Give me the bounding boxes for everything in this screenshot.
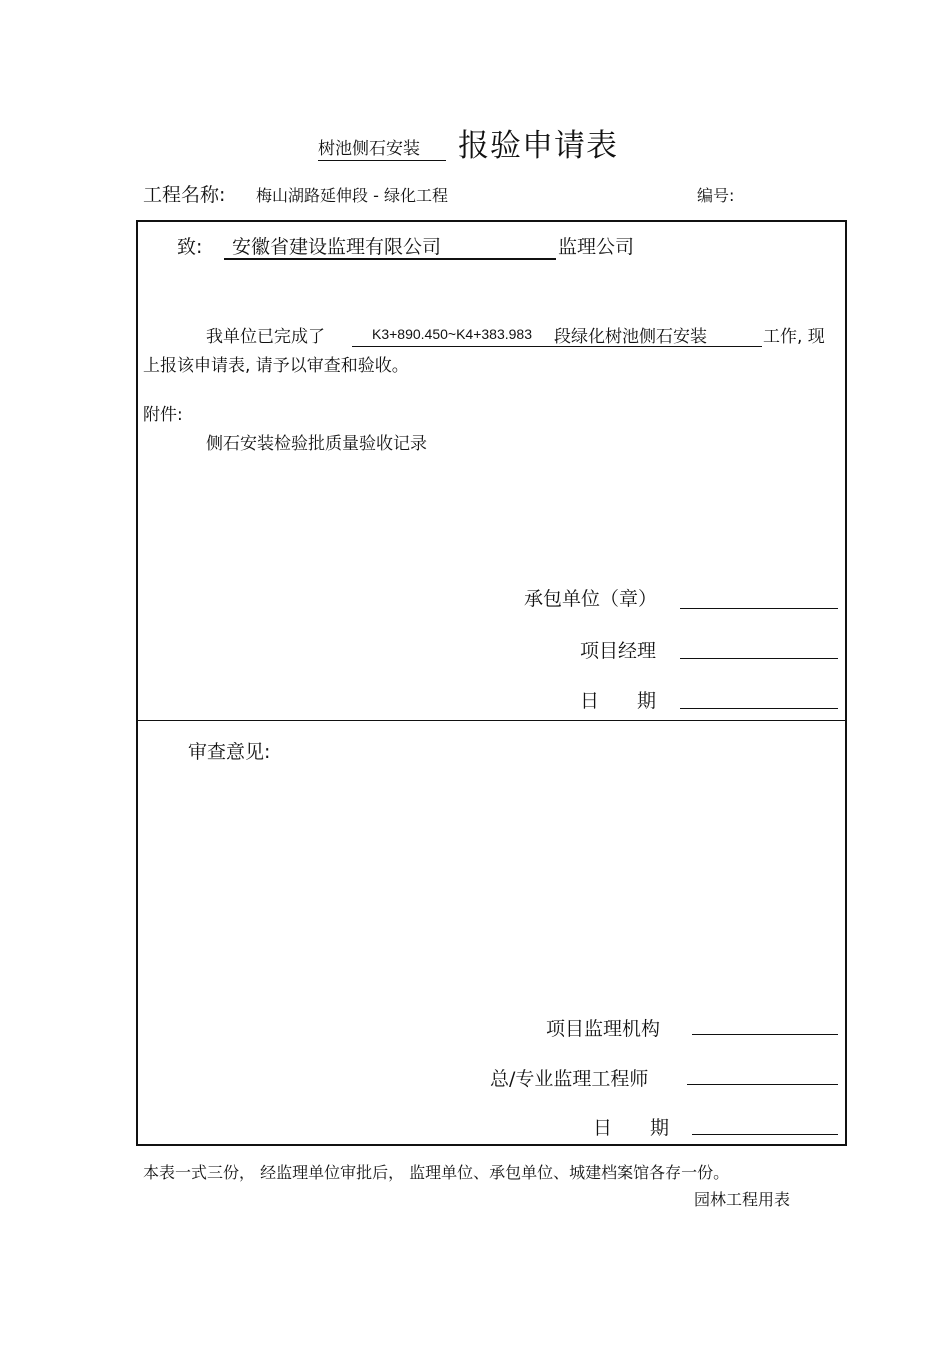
completion-statement-suffix: 工作, 现 <box>763 327 825 347</box>
form-subtitle: 树池侧石安装 <box>318 134 446 161</box>
project-name-value: 梅山湖路延伸段 - 绿化工程 <box>256 186 448 205</box>
addressee-suffix: 监理公司 <box>558 236 635 258</box>
form-number-label: 编号: <box>697 186 735 205</box>
review-opinion-label: 审查意见: <box>188 741 271 763</box>
form-title: 报验申请表 <box>458 128 618 164</box>
attachment-item: 侧石安装检验批质量验收记录 <box>206 434 427 454</box>
contractor-unit-signature-line[interactable] <box>680 607 838 609</box>
project-manager-signature-line[interactable] <box>680 657 838 659</box>
project-name-label: 工程名称: <box>143 184 226 206</box>
completion-statement-line2: 上报该申请表, 请予以审查和验收。 <box>143 356 409 376</box>
completion-statement-prefix: 我单位已完成了 <box>206 327 325 347</box>
section-divider <box>136 720 847 721</box>
supervising-engineer-signature-line[interactable] <box>687 1083 838 1085</box>
attachment-label: 附件: <box>143 405 183 425</box>
contractor-date-label: 日 期 <box>580 690 657 712</box>
supervision-org-label: 项目监理机构 <box>546 1018 661 1040</box>
addressee-field[interactable]: 安徽省建设监理有限公司 <box>224 232 556 260</box>
review-date-line[interactable] <box>692 1133 838 1135</box>
project-manager-label: 项目经理 <box>580 640 657 662</box>
footer-form-type: 园林工程用表 <box>694 1190 791 1209</box>
supervising-engineer-label: 总/专业监理工程师 <box>490 1068 649 1090</box>
contractor-unit-label: 承包单位（章） <box>524 588 658 610</box>
supervision-org-signature-line[interactable] <box>692 1033 838 1035</box>
footer-distribution-note: 本表一式三份， 经监理单位审批后， 监理单位、承包单位、城建档案馆各存一份。 <box>143 1163 730 1182</box>
review-date-label: 日 期 <box>593 1117 670 1139</box>
work-range-value: K3+890.450~K4+383.983 <box>372 326 532 342</box>
work-description-value: 段绿化树池侧石安装 <box>554 327 707 347</box>
addressee-label: 致: <box>177 236 203 258</box>
contractor-date-line[interactable] <box>680 707 838 709</box>
